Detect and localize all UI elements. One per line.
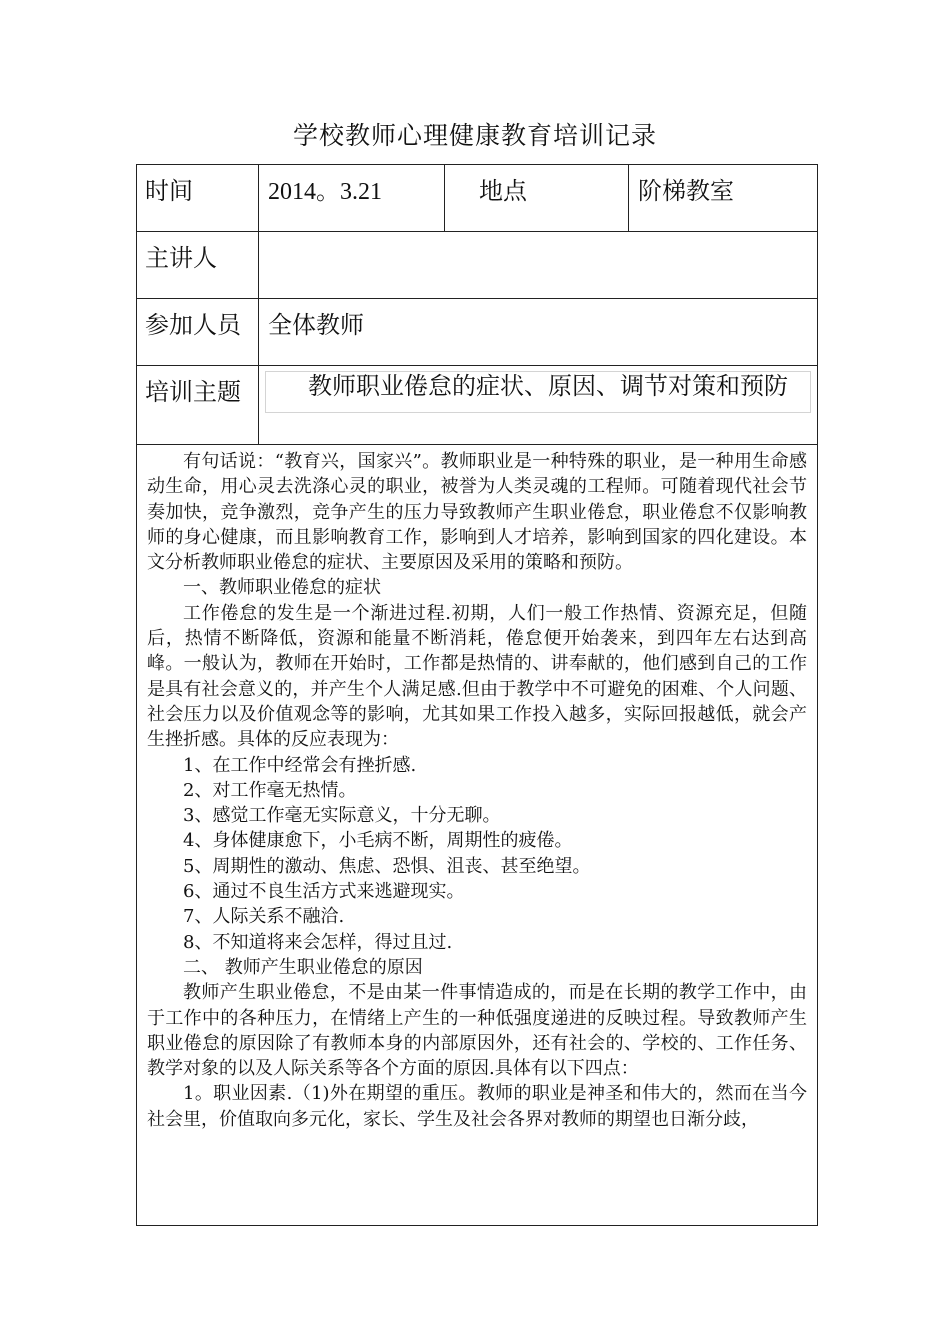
topic-value: 教师职业倦怠的症状、原因、调节对策和预防 — [265, 371, 811, 413]
list-item: 8、不知道将来会怎样，得过且过. — [183, 931, 453, 953]
document-title: 学校教师心理健康教育培训记录 — [292, 121, 657, 150]
topic-cell — [259, 366, 818, 445]
participants-value: 全体教师 — [259, 299, 818, 366]
speaker-row — [137, 232, 818, 299]
symptoms-paragraph: 工作倦怠的发生是一个渐进过程.初期，人们一般工作热情、资源充足，但随后，热情不断降低，资源和能量不断消耗，倦怠便开始袭来，到四年左右达到高峰。一般认为，教师在开始时，工作都是热情的、讲奉献的，他们感到自己的工作是具有社会意义的，并产生个人满足感.但由于教学中不可避免的困难、个人问题、社会压力以及价值观念等的影响，尤其如果工作投入越多，实际回报越低，就会产生挫折感。具体的反应表现为： — [147, 602, 807, 751]
participants-label: 参加人员 — [137, 299, 259, 366]
content-body — [137, 445, 818, 1226]
training-record-table — [136, 164, 818, 1226]
list-item: 5、周期性的激动、焦虑、恐惧、沮丧、甚至绝望。 — [183, 855, 591, 877]
content-row — [137, 445, 818, 1226]
participants-row — [137, 299, 818, 366]
time-value: 2014。3.21 — [259, 165, 445, 232]
list-item: 2、对工作毫无热情。 — [183, 779, 357, 801]
list-item: 7、人际关系不融洽. — [183, 906, 345, 928]
section-heading-causes: 二、 教师产生职业倦怠的原因 — [183, 956, 423, 978]
topic-row — [137, 366, 818, 445]
time-place-row — [137, 165, 818, 232]
causes-paragraph: 教师产生职业倦怠，不是由某一件事情造成的，而是在长期的教学工作中，由于工作中的各种压力，在情绪上产生的一种低强度递进的反映过程。导致教师产生职业倦怠的原因除了有教师本身的内部原因外，还有社会的、学校的、工作任务、教学对象的以及人际关系等各个方面的原因.具体有以下四点： — [147, 982, 807, 1080]
list-item: 4、身体健康愈下，小毛病不断，周期性的疲倦。 — [183, 830, 573, 852]
list-item: 6、通过不良生活方式来逃避现实。 — [183, 881, 465, 903]
career-factor-paragraph: 1。职业因素.（1)外在期望的重压。教师的职业是神圣和伟大的，然而在当今社会里，价值取向多元化，家长、学生及社会各界对教师的期望也日渐分歧， — [147, 1083, 807, 1130]
speaker-label: 主讲人 — [137, 232, 259, 299]
speaker-value — [259, 232, 818, 299]
topic-label: 培训主题 — [137, 366, 259, 445]
intro-paragraph: 有句话说：“教育兴，国家兴”。教师职业是一种特殊的职业，是一种用生命感动生命，用心灵去洗涤心灵的职业，被誉为人类灵魂的工程师。可随着现代社会节奏加快，竞争激烈，竞争产生的压力导致教师产生职业倦怠，职业倦怠不仅影响教师的身心健康，而且影响教育工作，影响到人才培养，影响到国家的四化建设。本文分析教师职业倦怠的症状、主要原因及采用的策略和预防。 — [147, 451, 807, 574]
time-label: 时间 — [137, 165, 259, 232]
section-heading-symptoms: 一、教师职业倦怠的症状 — [183, 577, 381, 599]
place-value: 阶梯教室 — [629, 165, 818, 232]
list-item: 1、在工作中经常会有挫折感. — [183, 754, 417, 776]
list-item: 3、感觉工作毫无实际意义，十分无聊。 — [183, 805, 501, 827]
place-label: 地点 — [445, 165, 629, 232]
